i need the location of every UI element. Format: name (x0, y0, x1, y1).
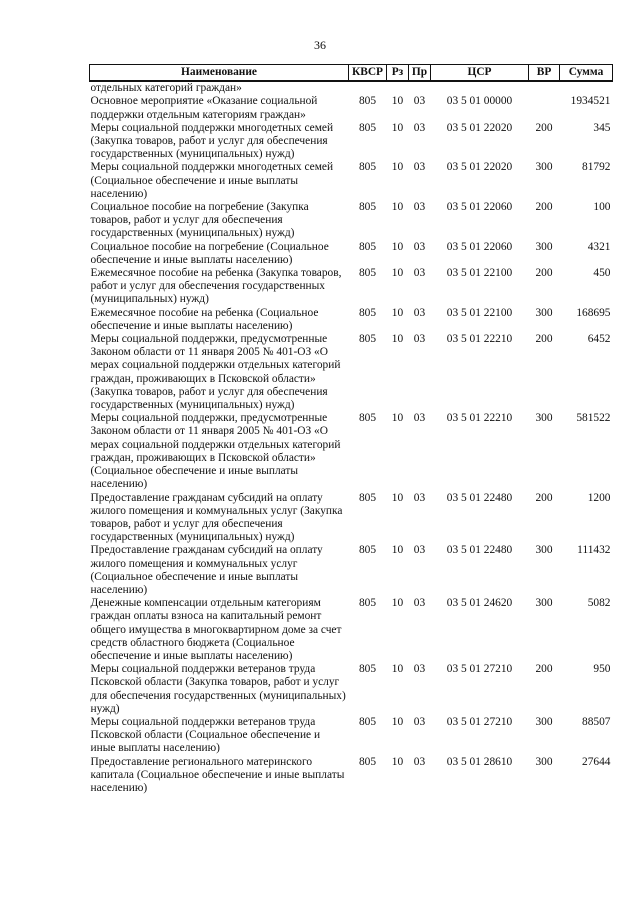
cell-csr: 03 5 01 27210 (446, 663, 513, 676)
cell-name: Денежные компенсации отдельным категориям граждан оплаты взноса на капитальный ремонт общего имущества в многоквартирном доме за счет средств областного бюджета (Социальное обеспечение и иные выплаты населению) (90, 597, 342, 662)
cell-kvsr: 805 (358, 121, 377, 134)
cell-kvsr: 805 (358, 491, 377, 504)
cell-csr: 03 5 01 22210 (446, 333, 513, 346)
cell-pr: 03 (413, 161, 426, 174)
table-row (90, 663, 613, 716)
budget-table-container (89, 64, 612, 795)
header-kvsr: КВСР (349, 65, 387, 82)
cell-rz: 10 (391, 491, 404, 504)
header-csr: ЦСР (431, 65, 529, 82)
cell-pr: 03 (413, 491, 426, 504)
cell-pr: 03 (413, 267, 426, 280)
cell-vr: 300 (535, 597, 553, 610)
cell-sum: 581522 (576, 412, 611, 425)
cell-name: Предоставление регионального материнского капитала (Социальное обеспечение и иные выплаты населению) (90, 755, 345, 794)
table-row (90, 81, 613, 95)
cell-vr: 300 (535, 412, 553, 425)
cell-rz: 10 (391, 663, 404, 676)
cell-sum: 27644 (582, 755, 611, 768)
cell-name: Меры социальной поддержки многодетных семей (Социальное обеспечение и иные выплаты населению) (90, 161, 334, 200)
cell-name: Ежемесячное пособие на ребенка (Закупка товаров, работ и услуг для обеспечения государственных (муниципальных) нужд) (90, 267, 342, 306)
cell-vr: 300 (535, 161, 553, 174)
cell-kvsr: 805 (358, 240, 377, 253)
table-row (90, 95, 613, 121)
cell-sum: 345 (593, 121, 611, 134)
cell-pr: 03 (413, 663, 426, 676)
cell-pr: 03 (413, 240, 426, 253)
cell-kvsr: 805 (358, 201, 377, 214)
cell-name: отдельных категорий граждан» (90, 82, 242, 95)
cell-name: Предоставление гражданам субсидий на оплату жилого помещения и коммунальных услуг (Социальное обеспечение и иные выплаты населению) (90, 544, 323, 596)
cell-csr: 03 5 01 22060 (446, 201, 513, 214)
cell-pr (409, 81, 431, 95)
cell-sum (560, 81, 613, 95)
cell-kvsr: 805 (358, 95, 377, 108)
cell-sum: 81792 (582, 161, 611, 174)
cell-name: Ежемесячное пособие на ребенка (Социальное обеспечение и иные выплаты населению) (90, 306, 319, 332)
cell-rz: 10 (391, 755, 404, 768)
cell-name: Меры социальной поддержки многодетных семей (Закупка товаров, работ и услуг для обеспечения государственных (муниципальных) нужд) (90, 121, 334, 161)
cell-rz: 10 (391, 597, 404, 610)
table-row (90, 122, 613, 162)
cell-vr (529, 81, 560, 95)
cell-vr: 300 (535, 544, 553, 557)
cell-name: Меры социальной поддержки ветеранов труда Псковской области (Закупка товаров, работ и услуг для обеспечения государственных (муниципальных) нужд) (90, 663, 346, 715)
cell-sum: 1934521 (570, 95, 611, 108)
cell-vr: 300 (535, 755, 553, 768)
cell-pr: 03 (413, 95, 426, 108)
cell-vr: 200 (535, 491, 553, 504)
table-row (90, 597, 613, 663)
header-name: Наименование (90, 65, 349, 82)
cell-pr: 03 (413, 544, 426, 557)
cell-vr: 200 (535, 663, 553, 676)
cell-vr (529, 95, 560, 121)
cell-kvsr (349, 81, 387, 95)
header-rz: Рз (387, 65, 409, 82)
cell-csr: 03 5 01 22020 (446, 161, 513, 174)
cell-pr: 03 (413, 333, 426, 346)
cell-pr: 03 (413, 412, 426, 425)
cell-sum: 88507 (582, 715, 611, 728)
cell-rz: 10 (391, 240, 404, 253)
cell-kvsr: 805 (358, 161, 377, 174)
header-pr: Пр (409, 65, 431, 82)
cell-csr: 03 5 01 22480 (446, 544, 513, 557)
cell-sum: 5082 (587, 597, 611, 610)
cell-csr: 03 5 01 00000 (446, 95, 513, 108)
header-sum: Сумма (560, 65, 613, 82)
table-row (90, 756, 613, 796)
cell-sum: 950 (593, 663, 611, 676)
cell-pr: 03 (413, 121, 426, 134)
cell-pr: 03 (413, 306, 426, 319)
cell-sum: 111432 (577, 544, 611, 557)
cell-csr (431, 81, 529, 95)
cell-name: Основное мероприятие «Оказание социальной поддержки отдельным категориям граждан» (90, 95, 318, 121)
cell-rz: 10 (391, 121, 404, 134)
cell-name: Меры социальной поддержки, предусмотренные Законом области от 11 января 2005 № 401-ОЗ «О мерах социальной поддержки отдельных категорий граждан, проживающих в Псковской области» (Социальное обеспечение и иные выплаты населению) (90, 412, 341, 491)
cell-rz: 10 (391, 267, 404, 280)
table-row (90, 161, 613, 201)
cell-vr: 200 (535, 121, 553, 134)
cell-rz (387, 81, 409, 95)
cell-sum: 168695 (576, 306, 611, 319)
cell-rz: 10 (391, 201, 404, 214)
cell-csr: 03 5 01 28610 (446, 755, 513, 768)
cell-pr: 03 (413, 597, 426, 610)
cell-kvsr: 805 (358, 306, 377, 319)
cell-sum: 450 (593, 267, 611, 280)
cell-name: Социальное пособие на погребение (Закупка товаров, работ и услуг для обеспечения государственных (муниципальных) нужд) (90, 201, 309, 240)
page-number: 36 (314, 38, 326, 52)
cell-name: Меры социальной поддержки ветеранов труда Псковской области (Социальное обеспечение и иные выплаты населению) (90, 715, 321, 755)
cell-kvsr: 805 (358, 267, 377, 280)
cell-pr: 03 (413, 201, 426, 214)
cell-vr: 200 (535, 201, 553, 214)
cell-kvsr: 805 (358, 597, 377, 610)
cell-rz: 10 (391, 161, 404, 174)
cell-sum: 1200 (587, 491, 611, 504)
cell-name: Предоставление гражданам субсидий на оплату жилого помещения и коммунальных услуг (Закупка товаров, работ и услуг для обеспечения государственных (муниципальных) нужд) (90, 491, 343, 544)
table-row (90, 492, 613, 545)
table-header (90, 65, 613, 82)
cell-vr: 300 (535, 240, 553, 253)
cell-vr: 200 (535, 333, 553, 346)
cell-csr: 03 5 01 24620 (446, 597, 513, 610)
cell-kvsr: 805 (358, 715, 377, 728)
cell-rz: 10 (391, 333, 404, 346)
cell-sum: 4321 (587, 240, 611, 253)
table-row (90, 716, 613, 756)
cell-pr: 03 (413, 755, 426, 768)
cell-sum: 6452 (587, 333, 611, 346)
table-row (90, 544, 613, 597)
table-row (90, 412, 613, 491)
cell-kvsr: 805 (358, 333, 377, 346)
cell-kvsr: 805 (358, 663, 377, 676)
cell-rz: 10 (391, 715, 404, 728)
cell-csr: 03 5 01 22060 (446, 240, 513, 253)
cell-rz: 10 (391, 544, 404, 557)
cell-name: Меры социальной поддержки, предусмотренные Законом области от 11 января 2005 № 401-ОЗ «О мерах социальной поддержки отдельных категорий граждан, проживающих в Псковской области» (Закупка товаров, работ и услуг для обеспечения государственных (муниципальных) нужд) (90, 333, 341, 412)
table-row (90, 241, 613, 267)
cell-vr: 300 (535, 715, 553, 728)
table-row (90, 267, 613, 307)
cell-vr: 200 (535, 267, 553, 280)
table-row (90, 333, 613, 412)
cell-csr: 03 5 01 27210 (446, 715, 513, 728)
cell-rz: 10 (391, 306, 404, 319)
budget-table (89, 64, 613, 795)
table-body (90, 81, 613, 795)
cell-csr: 03 5 01 22480 (446, 491, 513, 504)
cell-csr: 03 5 01 22100 (446, 267, 513, 280)
cell-csr: 03 5 01 22100 (446, 306, 513, 319)
cell-name: Социальное пособие на погребение (Социальное обеспечение и иные выплаты населению) (90, 240, 329, 266)
header-vr: ВР (529, 65, 560, 82)
cell-sum: 100 (593, 201, 611, 214)
cell-pr: 03 (413, 715, 426, 728)
table-row (90, 307, 613, 333)
cell-rz: 10 (391, 95, 404, 108)
cell-csr: 03 5 01 22020 (446, 121, 513, 134)
table-row (90, 201, 613, 241)
cell-kvsr: 805 (358, 755, 377, 768)
cell-csr: 03 5 01 22210 (446, 412, 513, 425)
cell-vr: 300 (535, 306, 553, 319)
cell-kvsr: 805 (358, 412, 377, 425)
cell-rz: 10 (391, 412, 404, 425)
cell-kvsr: 805 (358, 544, 377, 557)
